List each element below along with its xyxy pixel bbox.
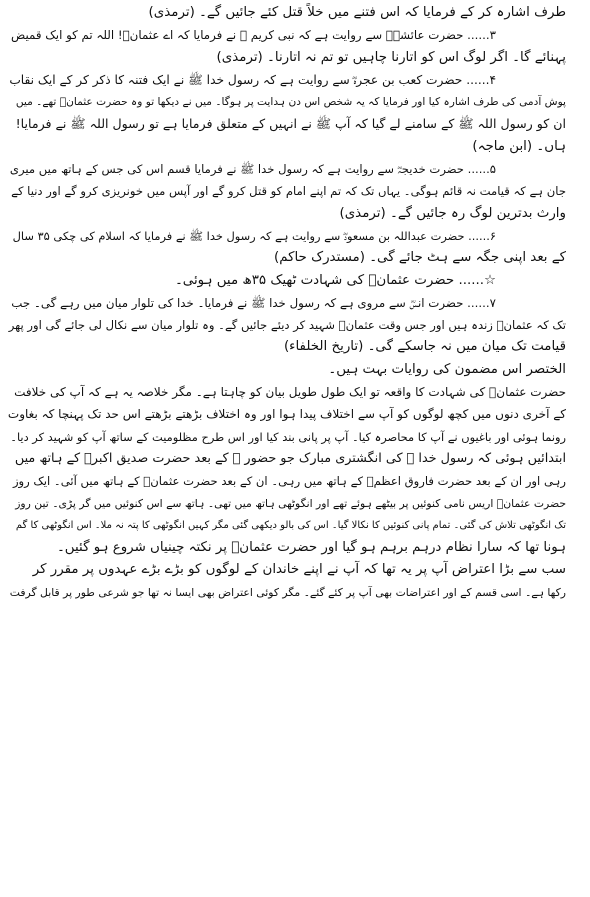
text-line: تک کہ عثمانؓ زندہ ہیں اور جس وقت عثمانؓ شہید کر دیئے جائیں گے۔ وہ تلوار میان سے نکال لی جائے گی اور پھر bbox=[8, 318, 566, 333]
text-line: وارث بدترین لوگ رہ جائیں گے۔ (ترمذی) bbox=[339, 205, 566, 221]
summary-line: الختصر اس مضمون کی روایات بہت ہیں۔ bbox=[328, 361, 566, 377]
text-line: پہنائے گا۔ اگر لوگ اس کو اتارنا چاہیں تو تم نہ اتارنا۔ (ترمذی) bbox=[216, 49, 566, 65]
paragraph-line: ابتدائیں ہوئی کہ رسول خدا ﷺ کی انگشتری مبارک جو حضور ﷺ کے بعد حضرت صدیق اکبرؓ کے ہاتھ میں bbox=[14, 450, 566, 466]
narration-6-line: ۶...... حضرت عبداللہ بن مسعودؓ سے روایت ہے کہ رسول خدا ﷺ نے فرمایا کہ اسلام کی چکی ۳۵ سال bbox=[12, 228, 496, 243]
text-line: پوش آدمی کی طرف اشارہ کیا اور فرمایا کہ یہ شخص اس دن ہدایت پر ہوگا۔ میں نے دیکھا تو وہ حضرت عثمانؓ تھے۔ میں bbox=[15, 96, 566, 109]
text-line: کے بعد اپنی جگہ سے ہٹ جائے گی۔ (مستدرک حاکم) bbox=[273, 250, 566, 266]
paragraph-line: سب سے بڑا اعتراض آپ پر یہ تھا کہ آپ نے اپنے خاندان کے لوگوں کو بڑے بڑے عہدوں پر مقرر کر bbox=[32, 562, 566, 578]
paragraph-line: حضرت عثمانؓ کی شہادت کا واقعہ تو ایک طول طویل بیان کو چاہتا ہے۔ مگر خلاصہ یہ ہے کہ آپ کی خلافت bbox=[14, 385, 566, 400]
paragraph-line: تک انگوٹھی تلاش کی گئی۔ تمام پانی کنوئیں کا نکالا گیا۔ اس کی بالو دیکھی گئی مگر کہیں انگوٹھی کا پتہ نہ ملا۔ اس انگوٹھی کا گم bbox=[15, 519, 566, 531]
text-line: طرف اشارہ کر کے فرمایا کہ اس فتنے میں خلاً قتل کئے جائیں گے۔ (ترمذی) bbox=[148, 5, 566, 20]
narration-4-line: ۴...... حضرت کعب بن عجرہؓ سے روایت ہے کہ رسول خدا ﷺ نے ایک فتنہ کا ذکر کر کے ایک نقاب bbox=[9, 72, 496, 87]
paragraph-line: حضرت عثمانؓ اریس نامی کنوئیں پر بیٹھے ہوئے تھے اور انگوٹھی ہاتھ میں تھی۔ ہاتھ سے اس کنوئیں میں گر پڑی۔ تین روز bbox=[15, 496, 566, 510]
paragraph-line: رکھا ہے۔ اسی قسم کے اور اعتراضات بھی آپ پر کئے گئے۔ مگر کوئی اعتراض بھی ایسا نہ تھا جو شرعی طور پر قابل گرفت bbox=[9, 585, 566, 599]
text-line: قیامت تک میان میں نہ جاسکے گی۔ (تاریخ الخلفاء) bbox=[283, 339, 566, 355]
narration-5-line: ۵...... حضرت خدیجہؓ سے روایت ہے کہ رسول خدا ﷺ نے فرمایا قسم اس کی جس کے ہاتھ میں میری bbox=[9, 162, 496, 177]
text-line: جان ہے کہ قیامت نہ قائم ہوگی۔ یہاں تک کہ تم اپنے امام کو قتل کرو گے اور آپس میں خونریزی کرو گے اور دنیا کے bbox=[11, 184, 566, 199]
paragraph-line: ہونا تھا کہ سارا نظام درہم برہم ہو گیا اور حضرت عثمانؓ پر نکتہ چینیاں شروع ہو گئیں۔ bbox=[56, 540, 566, 556]
paragraph-line: رونما ہوئی اور باغیوں نے آپ کا محاصرہ کیا۔ آپ پر پانی بند کیا اور اس طرح مظلومیت کے ساتھ آپ کو شہید کر دیا۔ bbox=[10, 429, 566, 444]
star-note-line: ☆...... حضرت عثمانؓ کی شہادت ٹھیک ۳۵ھ میں ہوئی۔ bbox=[174, 272, 496, 288]
paragraph-line: کے آخری دنوں میں کچھ لوگوں کو آپ سے اختلاف پیدا ہوا اور وہ اختلاف بڑھتے بڑھتے اس حد تک پہنچا کہ بغاوت bbox=[8, 407, 566, 422]
narration-7-line: ۷...... حضرت انسؓ سے مروی ہے کہ رسول خدا ﷺ نے فرمایا۔ خدا کی تلوار میان میں رہے گی۔ جب bbox=[11, 295, 496, 310]
paragraph-line: رہی اور ان کے بعد حضرت فاروق اعظمؓ کے ہاتھ میں رہی۔ ان کے بعد حضرت عثمانؓ کے ہاتھ میں آئی۔ ایک روز bbox=[12, 474, 566, 489]
narration-3-line: ۳...... حضرت عائشہؓ سے روایت ہے کہ نبی کریم ﷺ نے فرمایا کہ اے عثمانؓ! اللہ تم کو ایک قمیض bbox=[11, 28, 496, 43]
citation-line: ہاں۔ (ابن ماجہ) bbox=[472, 138, 566, 154]
text-line: ان کو رسول اللہ ﷺ کے سامنے لے گیا کہ آپ ﷺ نے انہیں کے متعلق فرمایا ہے تو رسول اللہ ﷺ نے فرمایا! bbox=[15, 116, 566, 132]
